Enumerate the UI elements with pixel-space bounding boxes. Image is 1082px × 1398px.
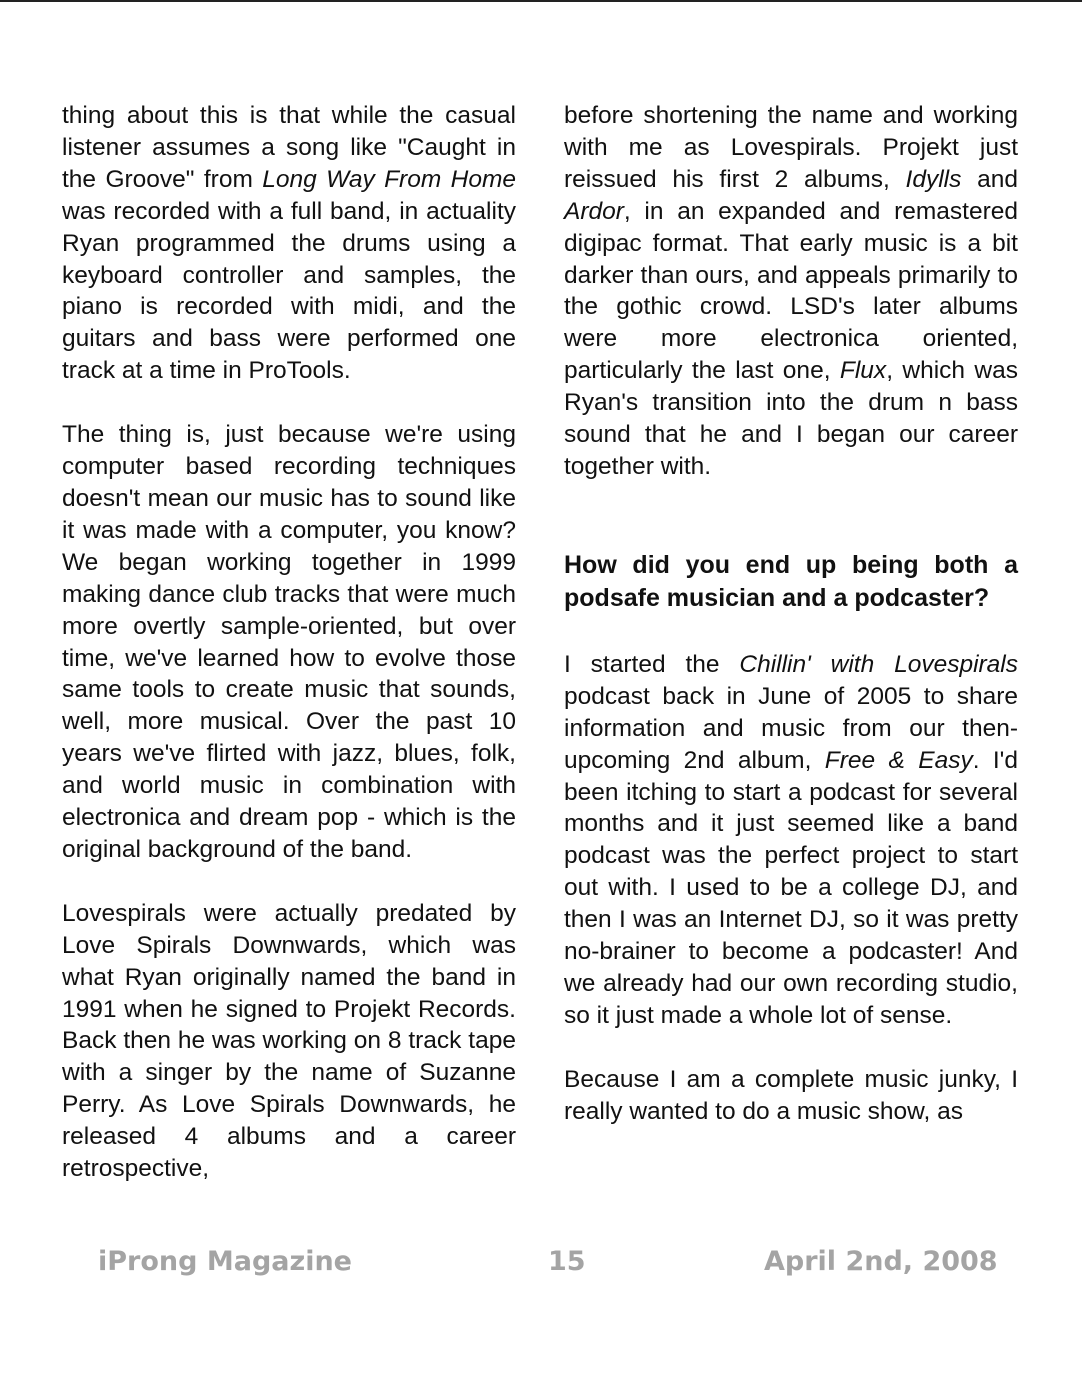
- italic-title: Chillin' with Lovespirals: [739, 650, 1018, 678]
- right-paragraph-2: [564, 649, 1018, 1032]
- footer-magazine-name: iProng Magazine: [98, 1246, 352, 1277]
- italic-title: Idylls: [905, 165, 962, 193]
- italic-title: Ardor: [564, 197, 624, 225]
- footer-page-number: 15: [548, 1246, 586, 1277]
- text-run: podcast back in June of 2005 to share information and music from our then-upcoming 2nd album,: [564, 682, 1018, 774]
- left-paragraph-3: Lovespirals were actually predated by Love Spirals Downwards, which was what Ryan originally named the band in 1991 when he signed to Projekt Records. Back then he was working on 8 track tape with a singer by the name of Suzanne Perry. As Love Spirals Downwards, he released 4 albums and a career retrospective,: [62, 899, 516, 1183]
- footer-date: April 2nd, 2008: [764, 1246, 998, 1277]
- left-paragraph-2: The thing is, just because we're using computer based recording techniques doesn't mean our music has to sound like it was made with a computer, you know? We began working together in 1999 making dance club tracks that were much more overtly sample-oriented, but over time, we've learned how to evolve those same tools to create music that sounds, well, more musical. Over the past 10 years we've flirted with jazz, blues, folk, and world music in combination with electronica and dream pop - which is the original background of the band.: [62, 421, 516, 863]
- italic-title: Flux: [839, 357, 887, 385]
- text-run: before shortening the name and working with me as Lovespirals. Projekt just reissued his first 2 albums,: [564, 102, 1018, 193]
- italic-title: Free & Easy: [824, 746, 973, 774]
- page-footer: [0, 1246, 1082, 1286]
- italic-title: Long Way From Home: [262, 165, 516, 193]
- interview-question-heading: How did you end up being both a podsafe musician and a podcaster?: [564, 550, 1018, 612]
- text-run: was recorded with a full band, in actuality Ryan programmed the drums using a keyboard controller and samples, the piano is recorded with midi, and the guitars and bass were performed one track at a time in ProTools.: [62, 197, 516, 385]
- top-rule: [0, 0, 1082, 2]
- text-run: I started the: [564, 650, 740, 678]
- left-column: [62, 100, 516, 1217]
- left-paragraph-1: [62, 100, 516, 387]
- right-paragraph-1: [564, 100, 1018, 483]
- text-run: and: [961, 165, 1018, 193]
- right-column: [564, 100, 1018, 1160]
- right-paragraph-3: Because I am a complete music junky, I really wanted to do a music show, as: [564, 1065, 1018, 1125]
- text-run: , which was Ryan's transition into the drum n bass sound that he and I began our career together with.: [564, 357, 1018, 480]
- text-run: . I'd been itching to start a podcast for several months and it just seemed like a band podcast was the perfect project to start out with. I used to be a college DJ, and then I was an Internet DJ, so it was pretty no-brainer to become a podcaster! And we already had our own recording studio, so it just made a whole lot of sense.: [564, 746, 1018, 1029]
- text-run: , in an expanded and remastered digipac format. That early music is a bit darker than ours, and appeals primarily to the gothic crowd. LSD's later albums were more electronica oriented, particularly the last one,: [564, 197, 1018, 385]
- text-run: thing about this is that while the casual listener assumes a song like "Caught in the Groove" from: [62, 102, 516, 193]
